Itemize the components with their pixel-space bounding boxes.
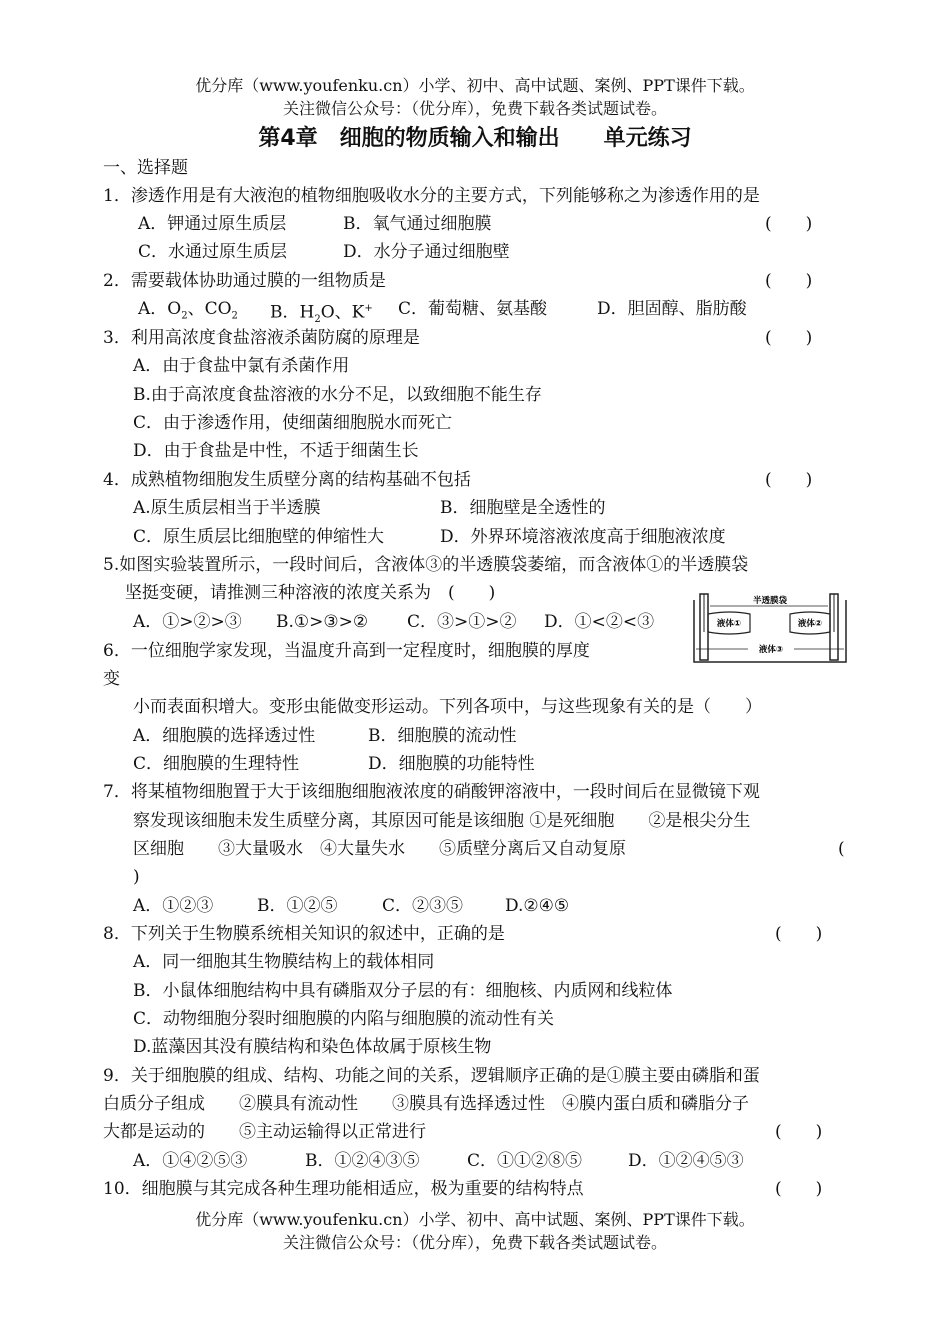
question-2-stem: 2．需要载体协助通过膜的一组物质是 <box>103 271 386 291</box>
question-10-stem: 10．细胞膜与其完成各种生理功能相适应，极为重要的结构特点 <box>103 1179 584 1199</box>
question-6-option-d: D．细胞膜的功能特性 <box>368 754 535 774</box>
question-6-stem-3: 小而表面积增大。变形虫能做变形运动。下列各项中，与这些现象有关的是（ ） <box>133 697 762 717</box>
question-7-stem-3: 区细胞 ③大量吸水 ④大量失水 ⑤质壁分离后又自动复原 <box>133 839 626 859</box>
question-9-option-c: C．①①②⑧⑤ <box>467 1151 583 1171</box>
question-5-option-c: C．③>①>② <box>407 612 517 632</box>
diagram-liquid-2: 液体② <box>797 619 823 629</box>
question-7-option-a: A．①②③ <box>133 896 214 916</box>
question-5-option-a: A．①>②>③ <box>133 612 242 632</box>
question-4-option-a: A.原生质层相当于半透膜 <box>133 498 321 518</box>
question-9-stem-3: 大都是运动的 ⑤主动运输得以正常进行 <box>103 1122 426 1142</box>
question-3-answer-paren: ( ) <box>765 328 813 348</box>
osmosis-apparatus-diagram <box>690 592 850 666</box>
q2-a-mid: 、CO <box>187 299 232 319</box>
question-6-option-c: C．细胞膜的生理特性 <box>133 754 300 774</box>
question-2-option-a <box>138 298 238 327</box>
question-8-option-d: D.蓝藻因其没有膜结构和染色体故属于原核生物 <box>133 1037 492 1057</box>
question-6-stem-2: 变 <box>103 669 120 689</box>
header-line-1: 优分库（www.youfenku.cn）小学、初中、高中试题、案例、PPT课件下载。 <box>195 76 755 95</box>
q2-b-sub: 2 <box>314 314 321 326</box>
diagram-liquid-1: 液体① <box>716 619 742 629</box>
question-6-option-a: A．细胞膜的选择透过性 <box>133 726 316 746</box>
question-6-option-b: B．细胞膜的流动性 <box>368 726 517 746</box>
question-4-option-c: C．原生质层比细胞壁的伸缩性大 <box>133 527 385 547</box>
section-heading: 一、选择题 <box>103 158 188 178</box>
question-7-paren-close: ) <box>133 867 140 887</box>
question-5-option-b: B.①>③>② <box>276 612 369 632</box>
question-4-option-d: D．外界环境溶液浓度高于细胞液浓度 <box>440 527 726 547</box>
diagram-bag-label: 半透膜袋 <box>752 596 788 606</box>
question-3-option-b: B.由于高浓度食盐溶液的水分不足，以致细胞不能生存 <box>133 385 542 405</box>
question-8-stem: 8．下列关于生物膜系统相关知识的叙述中，正确的是 <box>103 924 505 944</box>
question-7-stem-1: 7．将某植物细胞置于大于该细胞细胞液浓度的硝酸钾溶液中，一段时间后在显微镜下观 <box>103 782 760 802</box>
question-8-option-c: C．动物细胞分裂时细胞膜的内陷与细胞膜的流动性有关 <box>133 1009 555 1029</box>
footer-line-2: 关注微信公众号：（优分库），免费下载各类试题试卷。 <box>282 1233 667 1252</box>
question-2-answer-paren: ( ) <box>765 271 813 291</box>
q2-b-sup: + <box>364 303 373 314</box>
question-4-stem: 4．成熟植物细胞发生质壁分离的结构基础不包括 <box>103 470 471 490</box>
q2-a-prefix: A．O <box>138 299 182 319</box>
q2-b-mid: O、K <box>320 302 365 323</box>
question-8-option-a: A．同一细胞其生物膜结构上的载体相同 <box>133 952 435 972</box>
question-1-stem: 1．渗透作用是有大液泡的植物细胞吸收水分的主要方式，下列能够称之为渗透作用的是 <box>103 186 760 206</box>
question-3-option-d: D．由于食盐是中性，不适于细菌生长 <box>133 441 419 461</box>
question-7-stem-2: 察发现该细胞未发生质壁分离，其原因可能是该细胞 ①是死细胞 ②是根尖分生 <box>133 811 751 831</box>
question-9-stem-2: 白质分子组成 ②膜具有流动性 ③膜具有选择透过性 ④膜内蛋白质和磷脂分子 <box>103 1094 749 1114</box>
question-8-option-b: B．小鼠体细胞结构中具有磷脂双分子层的有：细胞核、内质网和线粒体 <box>133 981 673 1001</box>
question-1-option-c: C．水通过原生质层 <box>138 242 288 262</box>
diagram-liquid-3: 液体③ <box>758 645 784 655</box>
question-7-option-b: B．①②⑤ <box>257 896 338 916</box>
q2-b-prefix: B．H <box>270 302 315 323</box>
question-9-option-d: D．①②④⑤③ <box>628 1151 744 1171</box>
question-7-option-d: D.②④⑤ <box>505 896 570 916</box>
q2-a-sub-1: 2 <box>181 310 188 322</box>
question-3-stem: 3．利用高浓度食盐溶液杀菌防腐的原理是 <box>103 328 420 348</box>
question-6-stem-1: 6．一位细胞学家发现，当温度升高到一定程度时，细胞膜的厚度 <box>103 641 590 661</box>
question-2-option-c: C．葡萄糖、氨基酸 <box>398 299 548 319</box>
question-4-option-b: B．细胞壁是全透性的 <box>440 498 606 518</box>
page-title: 第4章 细胞的物质输入和输出 单元练习 <box>258 126 692 151</box>
question-1-option-d: D．水分子通过细胞壁 <box>343 242 510 262</box>
question-9-stem-1: 9．关于细胞膜的组成、结构、功能之间的关系，逻辑顺序正确的是①膜主要由磷脂和蛋 <box>103 1066 760 1086</box>
q2-a-sub-2: 2 <box>231 310 238 322</box>
question-8-answer-paren: ( ) <box>775 924 823 944</box>
question-5-stem-2: 坚挺变硬，请推测三种溶液的浓度关系为 ( ) <box>125 583 496 603</box>
question-5-option-d: D．①<②<③ <box>544 612 655 632</box>
question-7-option-c: C．②③⑤ <box>382 896 464 916</box>
question-1-option-a: A．钾通过原生质层 <box>138 214 287 234</box>
question-2-option-d: D．胆固醇、脂肪酸 <box>597 299 747 319</box>
question-9-answer-paren: ( ) <box>775 1122 823 1142</box>
question-1-option-b: B．氧气通过细胞膜 <box>343 214 492 234</box>
question-9-option-b: B．①②④③⑤ <box>305 1151 420 1171</box>
question-9-option-a: A．①④②⑤③ <box>133 1151 248 1171</box>
question-3-option-c: C．由于渗透作用，使细菌细胞脱水而死亡 <box>133 413 453 433</box>
question-4-answer-paren: ( ) <box>765 470 813 490</box>
question-10-answer-paren: ( ) <box>775 1179 823 1199</box>
question-1-answer-paren: ( ) <box>765 214 813 234</box>
header-line-2: 关注微信公众号：（优分库），免费下载各类试题试卷。 <box>282 99 667 118</box>
question-3-option-a: A．由于食盐中氯有杀菌作用 <box>133 356 350 376</box>
question-7-paren-open: ( <box>838 839 845 859</box>
question-5-stem-1: 5.如图实验装置所示，一段时间后，含液体③的半透膜袋萎缩，而含液体①的半透膜袋 <box>103 555 749 575</box>
footer-line-1: 优分库（www.youfenku.cn）小学、初中、高中试题、案例、PPT课件下载。 <box>195 1210 755 1229</box>
